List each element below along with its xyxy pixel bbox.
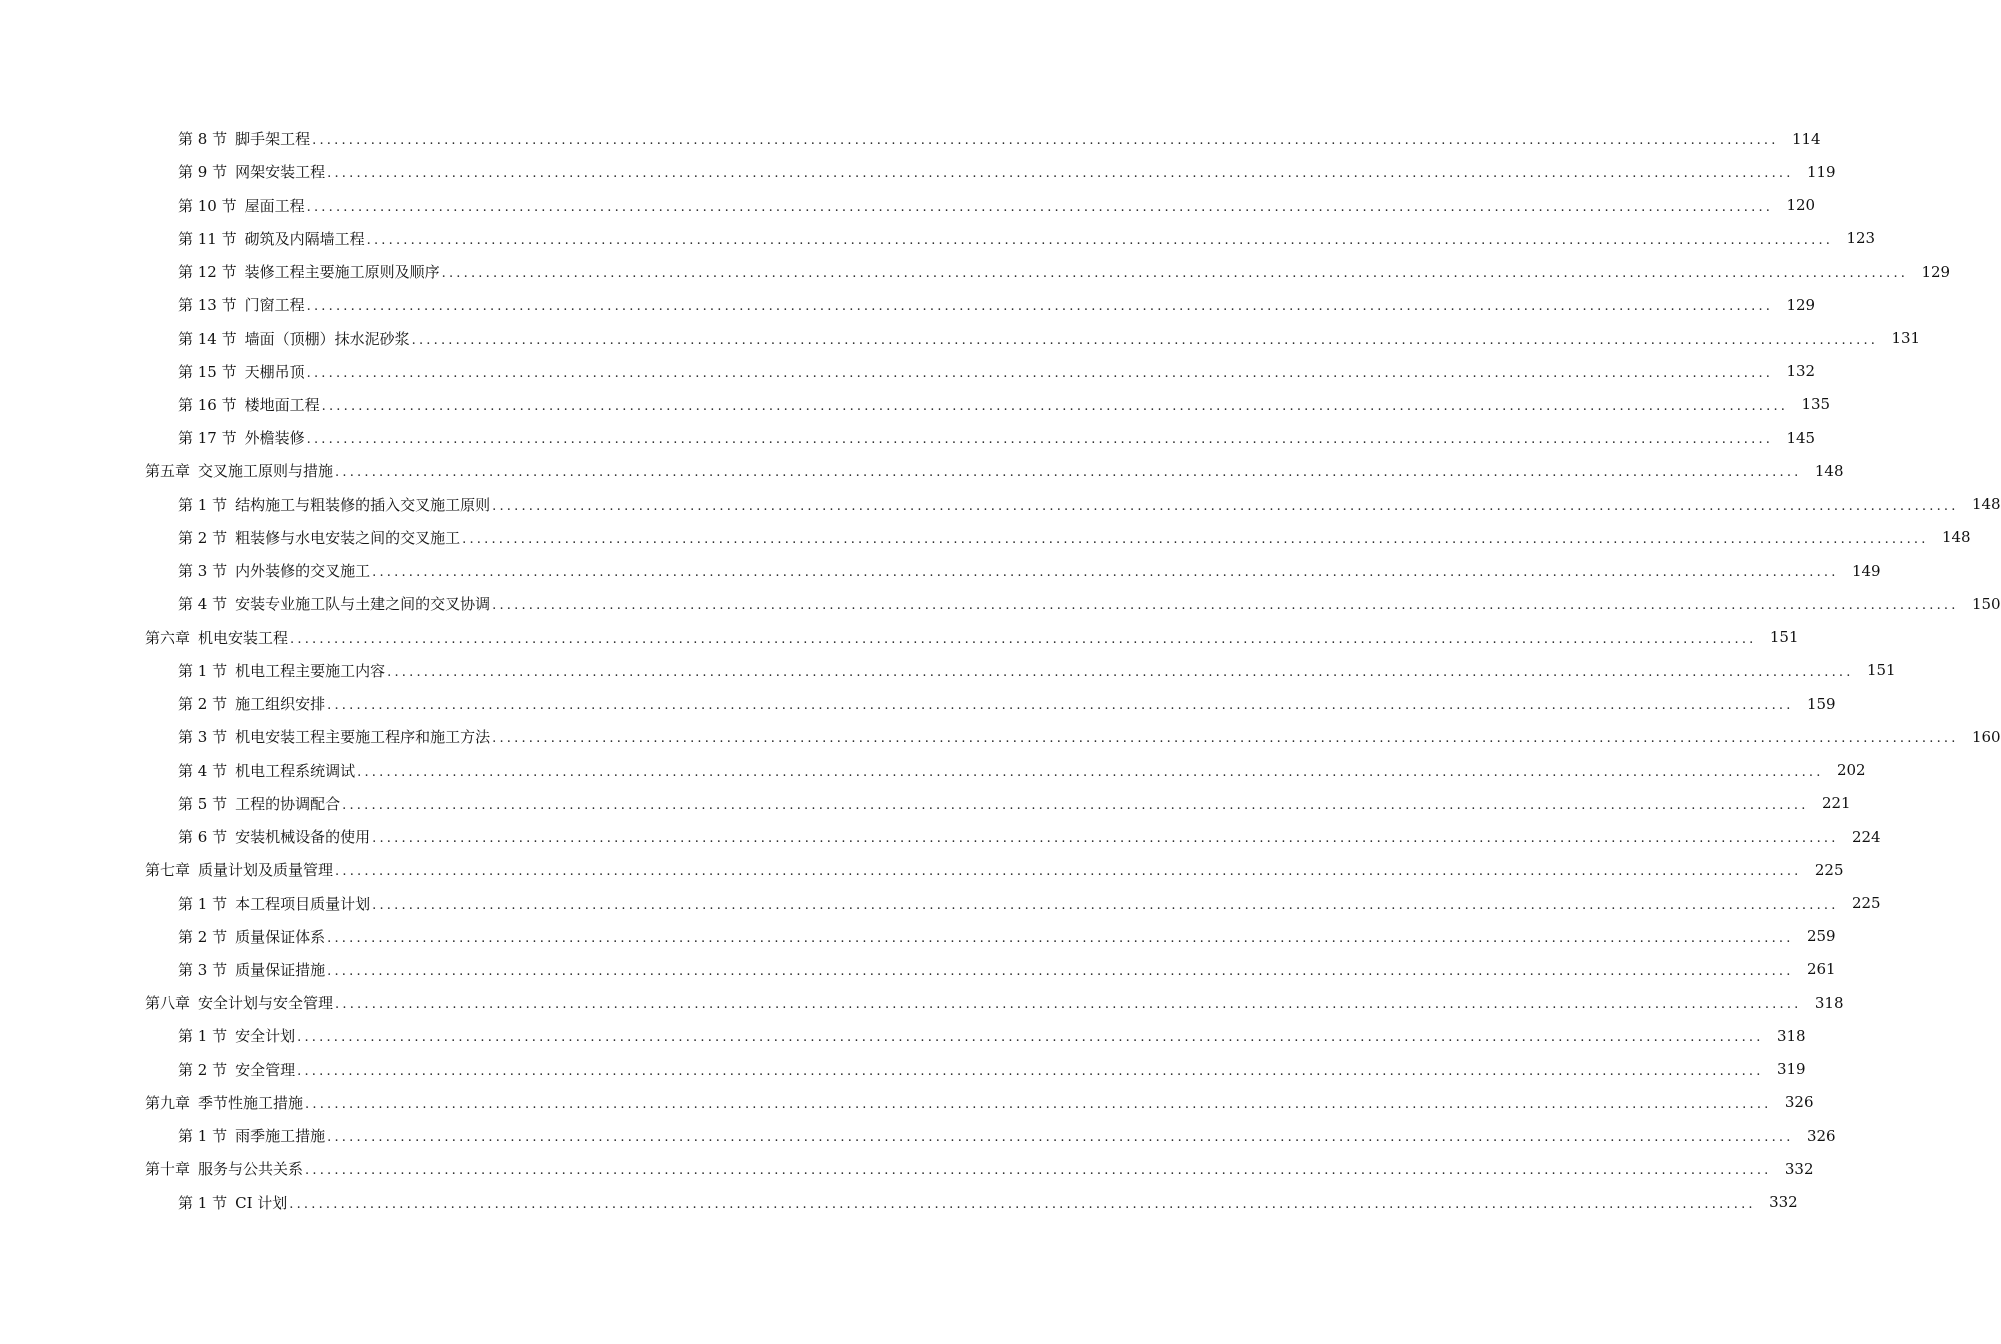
toc-entry-title: 门窗工程	[244, 296, 305, 315]
toc-entry-label	[178, 926, 325, 947]
toc-section-entry[interactable]	[0, 886, 1881, 919]
toc-page-number: 148	[1941, 528, 1971, 547]
toc-dot-leader: ........................................................................................................................................................................................................	[327, 1130, 1794, 1146]
toc-entry-label	[178, 893, 370, 914]
toc-dot-leader: ........................................................................................................................................................................................................	[297, 1063, 1764, 1079]
toc-section-entry[interactable]	[0, 720, 2001, 753]
toc-page-number: 319	[1776, 1060, 1806, 1079]
toc-dot-leader: ........................................................................................................................................................................................................	[327, 963, 1794, 979]
toc-page-number: 261	[1806, 960, 1836, 979]
toc-page-number: 224	[1851, 827, 1881, 846]
toc-entry-label	[178, 826, 370, 847]
toc-page-number: 114	[1791, 129, 1821, 148]
toc-entry-number: 第 12 节	[178, 263, 237, 282]
toc-dot-leader: ........................................................................................................................................................................................................	[335, 465, 1802, 481]
toc-entry-title: 服务与公共关系	[198, 1160, 304, 1179]
toc-dot-leader: ........................................................................................................................................................................................................	[366, 232, 1834, 248]
toc-entry-label	[178, 560, 370, 581]
toc-entry-number: 第 14 节	[178, 329, 237, 348]
toc-entry-label	[178, 228, 365, 249]
toc-dot-leader: ........................................................................................................................................................................................................	[335, 864, 1802, 880]
toc-dot-leader: ........................................................................................................................................................................................................	[327, 166, 1794, 182]
toc-dot-leader: ........................................................................................................................................................................................................	[321, 398, 1789, 414]
toc-section-entry[interactable]	[0, 421, 1816, 454]
toc-entry-label	[178, 361, 305, 382]
toc-entry-label	[145, 1092, 303, 1113]
toc-dot-leader: ........................................................................................................................................................................................................	[492, 731, 1959, 747]
toc-page-number: 326	[1806, 1126, 1836, 1145]
toc-entry-label	[178, 1025, 295, 1046]
toc-page-number: 160	[1971, 727, 2001, 746]
toc-entry-title: 内外装修的交叉施工	[235, 562, 371, 581]
toc-dot-leader: ........................................................................................................................................................................................................	[306, 432, 1774, 448]
toc-entry-number: 第 8 节	[178, 130, 228, 149]
toc-entry-number: 第十章	[145, 1160, 191, 1179]
toc-entry-number: 第八章	[145, 994, 191, 1013]
toc-dot-leader: ........................................................................................................................................................................................................	[327, 930, 1794, 946]
toc-entry-title: 粗装修与水电安装之间的交叉施工	[235, 528, 461, 547]
toc-entry-title: 机电安装工程主要施工程序和施工方法	[235, 728, 491, 747]
toc-entry-number: 第 2 节	[178, 1060, 228, 1079]
toc-dot-leader: ........................................................................................................................................................................................................	[335, 997, 1802, 1013]
toc-dot-leader: ........................................................................................................................................................................................................	[327, 698, 1794, 714]
toc-section-entry[interactable]	[0, 587, 2001, 620]
toc-entry-label	[178, 294, 305, 315]
toc-page-number: 149	[1851, 561, 1881, 580]
toc-entry-title: 脚手架工程	[235, 130, 311, 149]
toc-entry-label	[145, 1158, 303, 1179]
toc-entry-title: 机电安装工程	[198, 628, 289, 647]
toc-entry-title: 楼地面工程	[244, 395, 320, 414]
toc-dot-leader: ........................................................................................................................................................................................................	[462, 531, 1929, 547]
toc-section-entry[interactable]	[0, 321, 1921, 354]
toc-entry-label	[178, 1059, 295, 1080]
toc-section-entry[interactable]	[0, 1053, 1806, 1086]
toc-entry-number: 第 5 节	[178, 794, 228, 813]
toc-dot-leader: ........................................................................................................................................................................................................	[492, 498, 1959, 514]
toc-entry-label	[178, 261, 440, 282]
toc-section-entry[interactable]	[0, 753, 1866, 786]
toc-section-entry[interactable]	[0, 188, 1816, 221]
toc-page-number: 129	[1921, 262, 1951, 281]
toc-dot-leader: ........................................................................................................................................................................................................	[441, 266, 1909, 282]
toc-page-number: 148	[1971, 495, 2001, 514]
toc-dot-leader: ........................................................................................................................................................................................................	[290, 631, 1757, 647]
toc-section-entry[interactable]	[0, 654, 1896, 687]
toc-dot-leader: ........................................................................................................................................................................................................	[357, 764, 1824, 780]
toc-entry-label	[178, 660, 385, 681]
toc-entry-number: 第 1 节	[178, 495, 228, 514]
toc-dot-leader: ........................................................................................................................................................................................................	[297, 1030, 1764, 1046]
toc-dot-leader: ........................................................................................................................................................................................................	[305, 1096, 1772, 1112]
toc-entry-number: 第七章	[145, 861, 191, 880]
toc-entry-label	[145, 859, 333, 880]
toc-dot-leader: ........................................................................................................................................................................................................	[372, 565, 1839, 581]
toc-entry-label	[145, 992, 333, 1013]
toc-page-number: 326	[1784, 1093, 1814, 1112]
toc-entry-number: 第 1 节	[178, 1193, 228, 1212]
toc-entry-title: 安全管理	[235, 1060, 296, 1079]
toc-page-number: 332	[1784, 1159, 1814, 1178]
toc-entry-label	[178, 195, 305, 216]
toc-page-number: 135	[1801, 395, 1831, 414]
toc-entry-label	[178, 527, 460, 548]
toc-dot-leader: ........................................................................................................................................................................................................	[411, 332, 1879, 348]
toc-section-entry[interactable]	[0, 1119, 1836, 1152]
toc-entry-label	[145, 460, 333, 481]
toc-entry-label	[178, 494, 490, 515]
toc-page-number: 225	[1851, 894, 1881, 912]
toc-entry-label	[178, 394, 320, 415]
toc-page-number: 150	[1971, 594, 2001, 613]
toc-page-number: 120	[1786, 196, 1816, 215]
toc-dot-leader: ........................................................................................................................................................................................................	[306, 199, 1774, 215]
toc-entry-label	[178, 959, 325, 980]
toc-entry-title: 安全计划	[235, 1027, 296, 1046]
toc-entry-title: 安装机械设备的使用	[235, 828, 371, 847]
toc-dot-leader: ........................................................................................................................................................................................................	[312, 133, 1779, 149]
toc-section-entry[interactable]	[0, 820, 1881, 853]
toc-page-number: 159	[1806, 694, 1836, 713]
toc-entry-label	[178, 1192, 287, 1213]
toc-section-entry[interactable]	[0, 388, 1831, 421]
toc-entry-label	[145, 627, 288, 648]
toc-page-number: 225	[1814, 860, 1844, 879]
toc-entry-number: 第 3 节	[178, 728, 228, 747]
toc-section-entry[interactable]	[0, 1019, 1806, 1052]
toc-entry-number: 第 17 节	[178, 429, 237, 448]
toc-entry-title: 季节性施工措施	[198, 1093, 304, 1112]
toc-entry-number: 第 11 节	[178, 229, 237, 248]
toc-entry-title: 施工组织安排	[235, 695, 326, 714]
toc-page-number: 119	[1806, 162, 1836, 181]
toc-entry-label	[178, 328, 410, 349]
toc-section-entry[interactable]	[0, 920, 1836, 953]
toc-page-number: 123	[1846, 229, 1876, 248]
toc-section-entry[interactable]	[0, 787, 1851, 820]
toc-entry-label	[178, 1125, 325, 1146]
toc-entry-label	[178, 693, 325, 714]
toc-entry-title: 装修工程主要施工原则及顺序	[244, 263, 440, 282]
toc-entry-label	[178, 760, 355, 781]
toc-page-number: 259	[1806, 927, 1836, 946]
toc-page-number: 332	[1769, 1193, 1798, 1212]
toc-entry-title: 交叉施工原则与措施	[198, 462, 334, 481]
toc-entry-title: 外檐装修	[244, 429, 305, 448]
toc-chapter-entry[interactable]	[0, 853, 1844, 886]
toc-dot-leader: ........................................................................................................................................................................................................	[305, 1163, 1772, 1179]
toc-chapter-entry[interactable]	[0, 986, 1844, 1019]
toc-page-number: 151	[1866, 661, 1896, 680]
toc-section-entry[interactable]	[0, 255, 1951, 288]
toc-section-entry[interactable]	[0, 155, 1836, 188]
toc-entry-number: 第 9 节	[178, 163, 228, 182]
toc-entry-number: 第六章	[145, 628, 191, 647]
toc-entry-title: 屋面工程	[244, 196, 305, 215]
toc-section-entry[interactable]	[0, 488, 2001, 521]
toc-page-number: 151	[1769, 628, 1799, 647]
toc-entry-number: 第 2 节	[178, 927, 228, 946]
toc-page-number: 132	[1786, 362, 1816, 381]
toc-entry-label	[178, 427, 305, 448]
toc-section-entry[interactable]	[0, 521, 1971, 554]
toc-entry-number: 第五章	[145, 462, 191, 481]
toc-page-number: 318	[1776, 1026, 1806, 1045]
toc-entry-label	[178, 128, 310, 149]
toc-entry-title: 质量保证措施	[235, 960, 326, 979]
toc-entry-number: 第 3 节	[178, 960, 228, 979]
toc-entry-number: 第 1 节	[178, 1127, 228, 1146]
toc-section-entry[interactable]	[0, 554, 1881, 587]
toc-entry-label	[178, 161, 325, 182]
toc-entry-title: 天棚吊顶	[244, 362, 305, 381]
toc-chapter-entry[interactable]	[0, 454, 1844, 487]
toc-entry-number: 第 4 节	[178, 761, 228, 780]
toc-entry-number: 第 2 节	[178, 528, 228, 547]
toc-dot-leader: ........................................................................................................................................................................................................	[306, 299, 1774, 315]
toc-entry-number: 第 3 节	[178, 562, 228, 581]
toc-section-entry[interactable]	[0, 355, 1816, 388]
toc-entry-label	[178, 793, 340, 814]
toc-chapter-entry[interactable]	[0, 1152, 1814, 1185]
toc-entry-title: 雨季施工措施	[235, 1127, 326, 1146]
toc-entry-title: 墙面（顶棚）抹水泥砂浆	[244, 329, 410, 348]
toc-dot-leader: ........................................................................................................................................................................................................	[387, 664, 1854, 680]
toc-page-number: 148	[1814, 461, 1844, 480]
toc-page-number: 129	[1786, 295, 1816, 314]
toc-section-entry[interactable]	[0, 687, 1836, 720]
toc-page-number: 318	[1814, 993, 1844, 1012]
toc-section-entry[interactable]	[0, 1186, 1798, 1219]
toc-entry-number: 第九章	[145, 1093, 191, 1112]
toc-entry-title: 砌筑及内隔墙工程	[244, 229, 365, 248]
toc-entry-label	[178, 593, 490, 614]
toc-entry-title: 质量计划及质量管理	[198, 861, 334, 880]
toc-entry-number: 第 16 节	[178, 395, 237, 414]
toc-entry-title: 安装专业施工队与土建之间的交叉协调	[235, 595, 491, 614]
toc-entry-number: 第 1 节	[178, 894, 228, 913]
toc-page-number: 131	[1891, 329, 1921, 348]
toc-entry-number: 第 10 节	[178, 196, 237, 215]
toc-entry-title: 网架安装工程	[235, 163, 326, 182]
toc-dot-leader: ........................................................................................................................................................................................................	[372, 897, 1839, 913]
toc-entry-number: 第 4 节	[178, 595, 228, 614]
toc-dot-leader: ........................................................................................................................................................................................................	[372, 831, 1839, 847]
toc-chapter-entry[interactable]	[0, 621, 1799, 654]
toc-entry-title: 安全计划与安全管理	[198, 994, 334, 1013]
toc-entry-title: 结构施工与粗装修的插入交叉施工原则	[235, 495, 491, 514]
toc-entry-number: 第 6 节	[178, 828, 228, 847]
toc-page-number: 202	[1836, 761, 1866, 780]
toc-entry-title: 工程的协调配合	[235, 794, 341, 813]
toc-entry-title: 质量保证体系	[235, 927, 326, 946]
toc-chapter-entry[interactable]	[0, 1086, 1814, 1119]
toc-section-entry[interactable]	[0, 288, 1816, 321]
toc-page-number: 145	[1786, 428, 1816, 447]
toc-section-entry[interactable]	[0, 122, 1821, 155]
table-of-contents	[0, 122, 2001, 1219]
toc-page-number: 221	[1821, 794, 1851, 813]
toc-entry-number: 第 13 节	[178, 296, 237, 315]
toc-entry-title: 机电工程系统调试	[235, 761, 356, 780]
toc-entry-number: 第 2 节	[178, 695, 228, 714]
toc-dot-leader: ........................................................................................................................................................................................................	[289, 1196, 1756, 1212]
toc-entry-title: 机电工程主要施工内容	[235, 661, 386, 680]
toc-entry-title: 本工程项目质量计划	[235, 894, 371, 913]
toc-section-entry[interactable]	[0, 953, 1836, 986]
toc-dot-leader: ........................................................................................................................................................................................................	[342, 797, 1809, 813]
toc-entry-number: 第 15 节	[178, 362, 237, 381]
toc-entry-label	[178, 726, 490, 747]
toc-entry-number: 第 1 节	[178, 661, 228, 680]
toc-entry-number: 第 1 节	[178, 1027, 228, 1046]
toc-section-entry[interactable]	[0, 222, 1876, 255]
toc-dot-leader: ........................................................................................................................................................................................................	[492, 598, 1959, 614]
toc-entry-title: CI 计划	[235, 1193, 288, 1212]
toc-dot-leader: ........................................................................................................................................................................................................	[306, 365, 1774, 381]
